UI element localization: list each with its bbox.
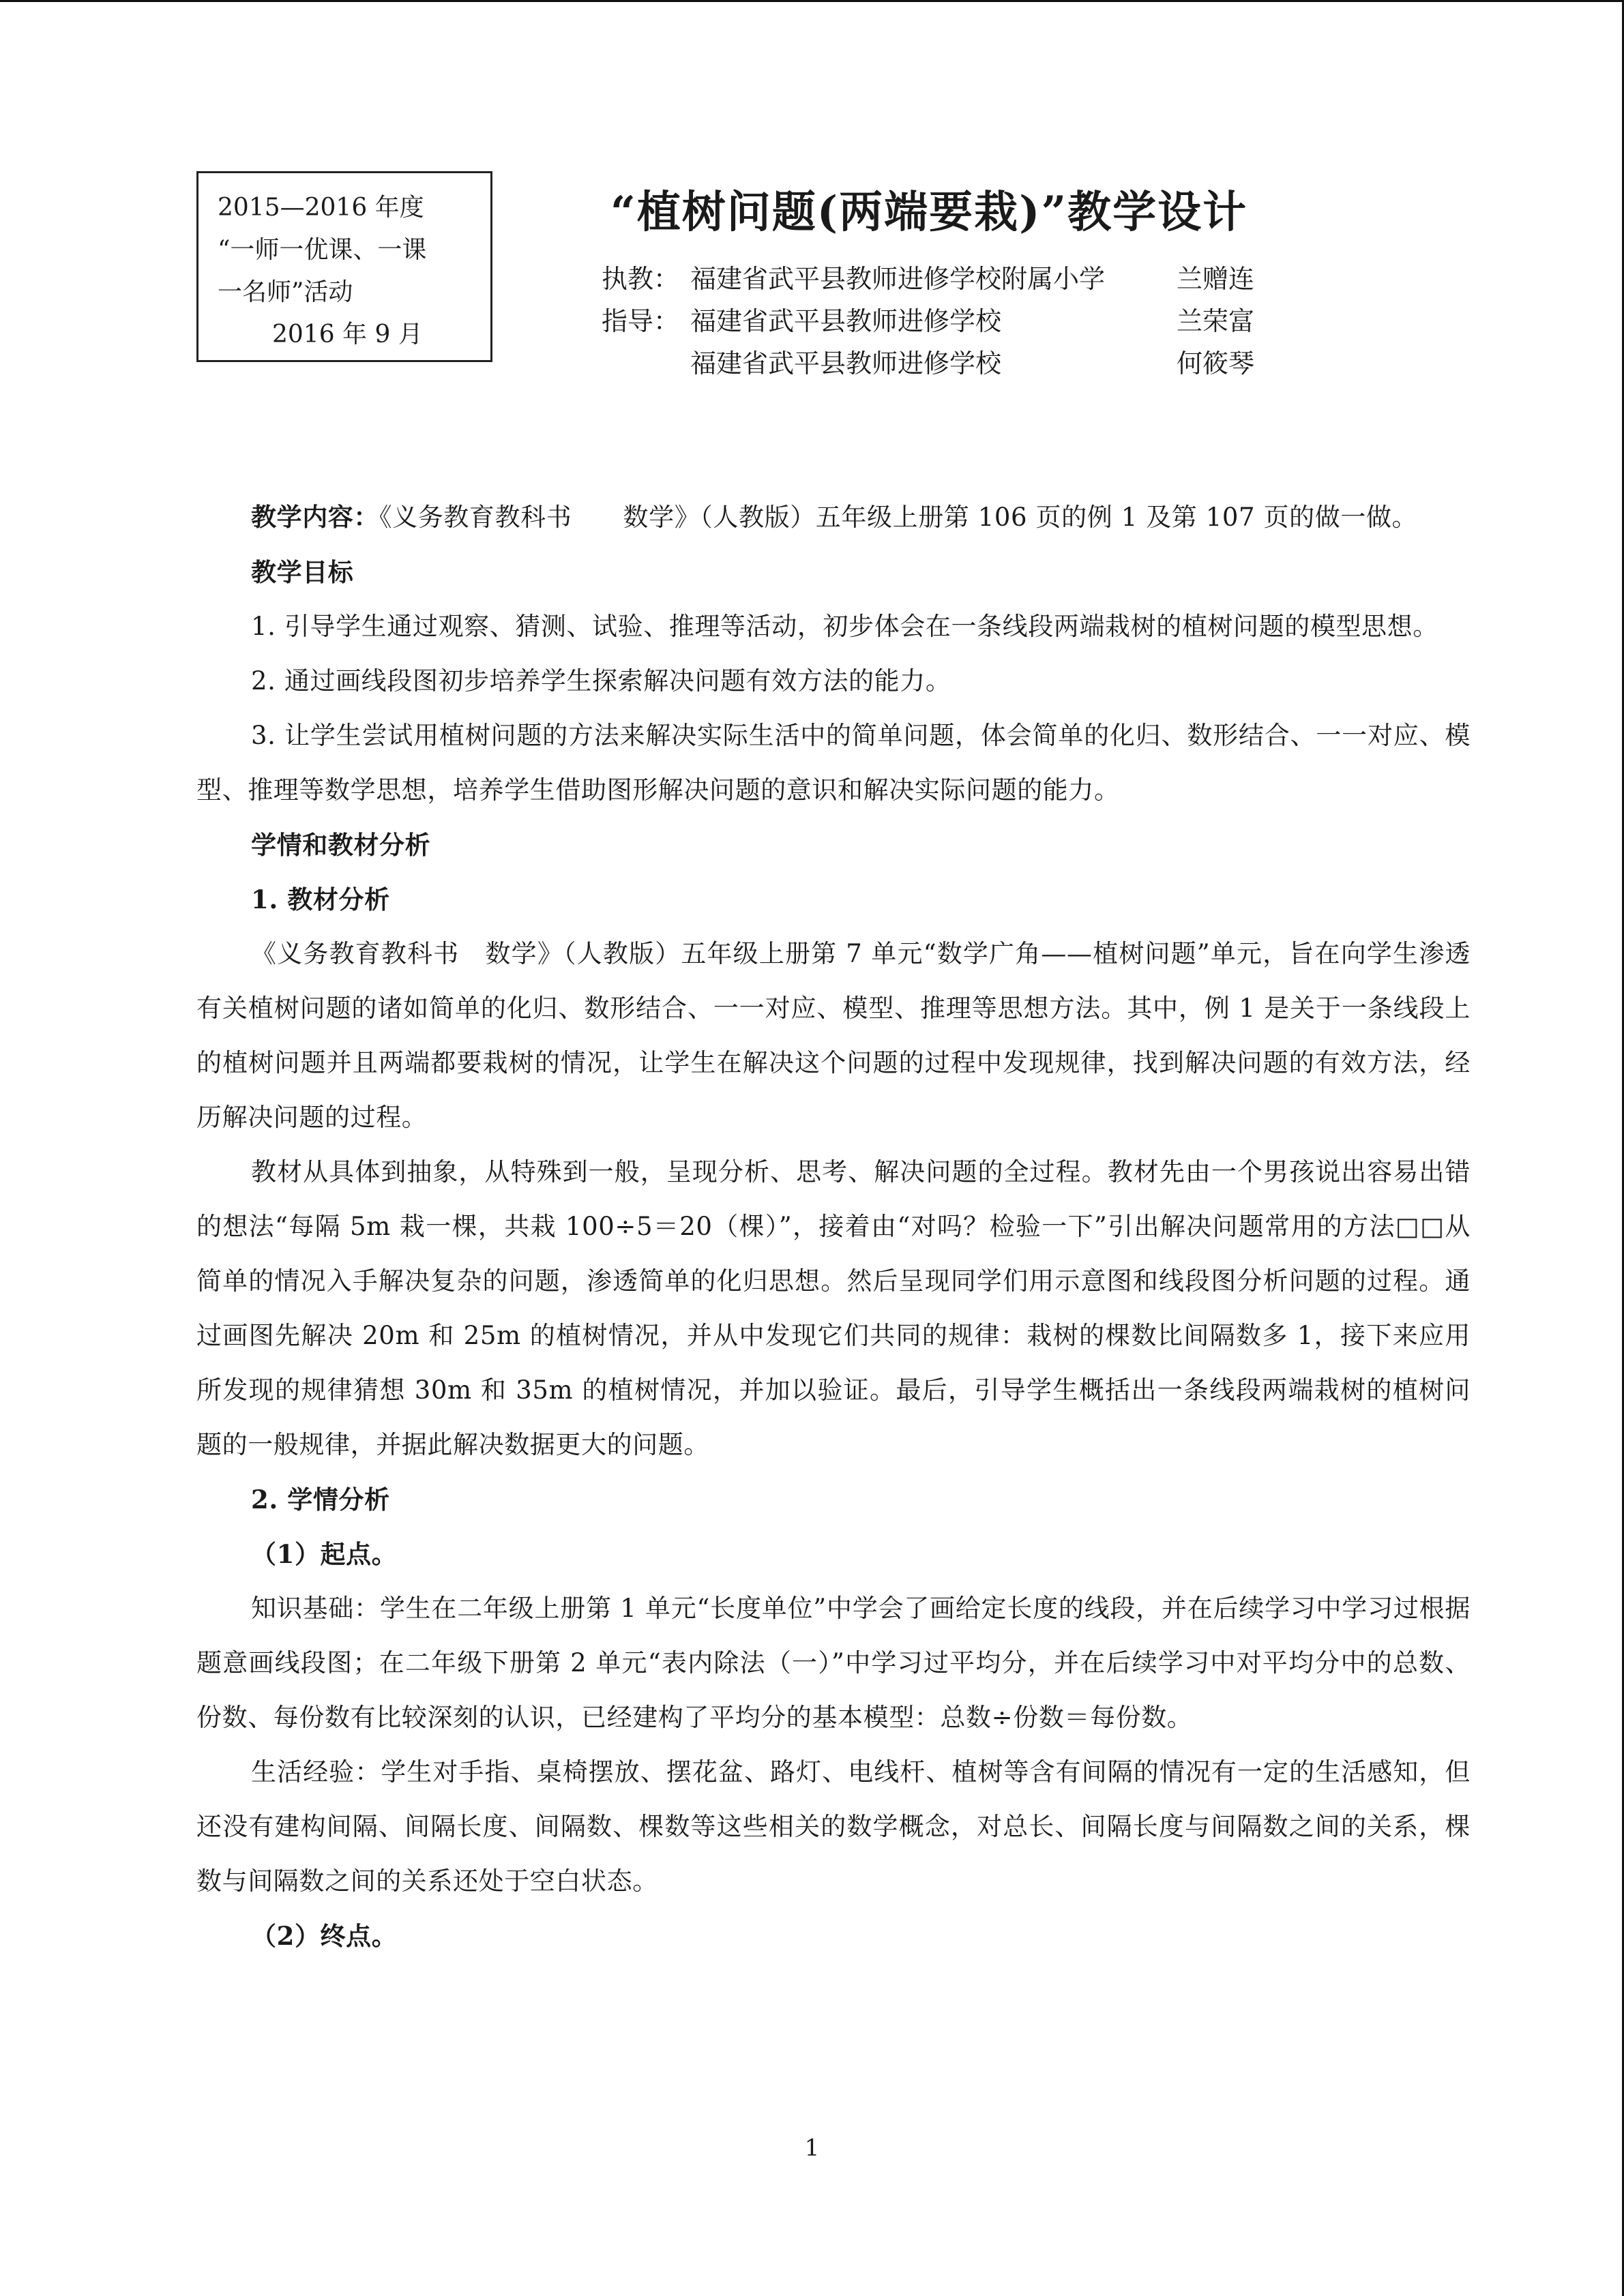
document-title: “植树问题(两端要栽)”教学设计 (610, 187, 1248, 238)
knowledge-paragraph: 知识基础：学生在二年级上册第 1 单元“长度单位”中学会了画给定长度的线段，并在后续学习中学习过根据题意画线段图；在二年级下册第 2 单元“表内除法（一）”中学习过平均分，并在后续学习中对平均分中的总数、份数、每份数有比较深刻的认识，已经建构了平均分的基本模型：总数÷份数＝每份数。 (196, 1594, 1471, 1732)
start-point-heading: （1）起点。 (251, 1539, 398, 1569)
info-event-line2: 一名师”活动 (218, 278, 353, 306)
goal-item-2: 2. 通过画线段图初步培养学生探索解决问题有效方法的能力。 (251, 666, 951, 696)
analysis-heading: 学情和教材分析 (251, 830, 431, 860)
teaching-content-text: 《义务教育教科书 数学》（人教版）五年级上册第 106 页的例 1 及第 107 页的做一做。 (379, 503, 1418, 532)
student-analysis-heading: 2. 学情分析 (251, 1485, 390, 1515)
credit-label: 执教： (602, 264, 680, 294)
teaching-content-paragraph (196, 490, 1471, 545)
info-date: 2016 年 9 月 (272, 320, 423, 348)
page-number: 1 (804, 2134, 820, 2162)
document-body (196, 490, 1471, 1963)
info-event-line1: “一师一优课、一课 (218, 236, 427, 264)
textbook-paragraph-1: 《义务教育教科书 数学》（人教版）五年级上册第 7 单元“数学广角——植树问题”单元，旨在向学生渗透有关植树问题的诸如简单的化归、数形结合、一一对应、模型、推理等思想方法。其中，例 1 是关于一条线段上的植树问题并且两端都要栽树的情况，让学生在解决这个问题的过程中发现规律，找到解决问题的有效方法，经历解决问题的过程。 (196, 939, 1471, 1132)
goal-item-1: 1. 引导学生通过观察、猜测、试验、推理等活动，初步体会在一条线段两端栽树的植树问题的模型思想。 (251, 612, 1438, 641)
credit-org: 福建省武平县教师进修学校 (690, 348, 1002, 378)
credit-name: 何筱琴 (1177, 348, 1255, 378)
end-point-heading: （2）终点。 (251, 1921, 398, 1951)
credit-org: 福建省武平县教师进修学校 (690, 306, 1002, 336)
event-info-box (196, 171, 492, 362)
info-year: 2015—2016 年度 (218, 194, 424, 222)
credit-org: 福建省武平县教师进修学校附属小学 (690, 264, 1106, 294)
life-experience-paragraph: 生活经验：学生对手指、桌椅摆放、摆花盆、路灯、电线杆、植树等含有间隔的情况有一定的生活感知，但还没有建构间隔、间隔长度、间隔数、棵数等这些相关的数学概念，对总长、间隔长度与间隔数之间的关系，棵数与间隔数之间的关系还处于空白状态。 (196, 1757, 1471, 1896)
credit-label: 指导： (602, 306, 680, 336)
textbook-paragraph-2: 教材从具体到抽象，从特殊到一般，呈现分析、思考、解决问题的全过程。教材先由一个男孩说出容易出错的想法“每隔 5m 栽一棵，共栽 100÷5＝20（棵）”，接着由“对吗？检验一下”引出解决问题常用的方法□□从简单的情况入手解决复杂的问题，渗透简单的化归思想。然后呈现同学们用示意图和线段图分析问题的过程。通过画图先解决 20m 和 25m 的植树情况，并从中发现它们共同的规律：栽树的棵数比间隔数多 1，接下来应用所发现的规律猜想 30m 和 35m 的植树情况，并加以验证。最后，引导学生概括出一条线段两端栽树的植树问题的一般规律，并据此解决数据更大的问题。 (196, 1157, 1471, 1459)
page-top-border (0, 0, 1624, 2)
goal-item-3: 3. 让学生尝试用植树问题的方法来解决实际生活中的简单问题，体会简单的化归、数形结合、一一对应、模型、推理等数学思想，培养学生借助图形解决问题的意识和解决实际问题的能力。 (196, 721, 1471, 805)
credit-name: 兰荣富 (1177, 306, 1255, 336)
credit-name: 兰赠连 (1177, 264, 1255, 294)
textbook-analysis-heading: 1. 教材分析 (251, 884, 390, 914)
teaching-content-label: 教学内容： (251, 502, 379, 532)
goals-heading: 教学目标 (251, 557, 354, 587)
